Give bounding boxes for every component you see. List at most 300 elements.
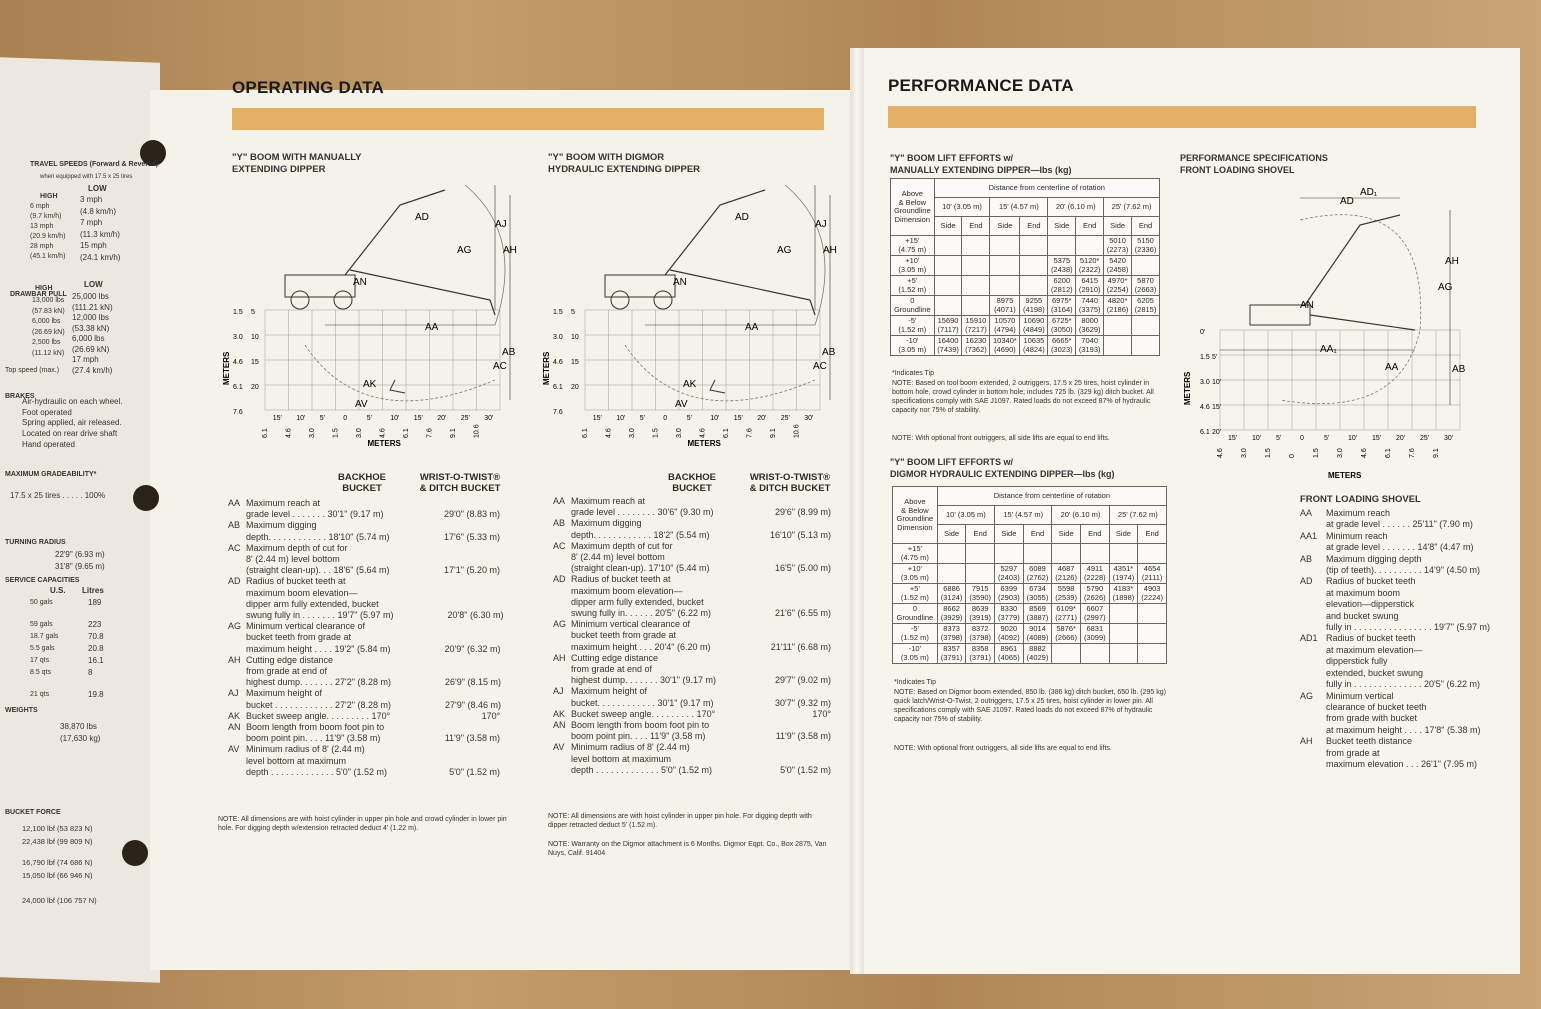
row-dimension: +15' (4.75 m): [891, 236, 935, 256]
header-bar: [888, 106, 1476, 128]
lift-value: 6734 (3055): [1023, 584, 1052, 604]
x-tick-m: 4.6: [285, 428, 293, 438]
x-tick-m: 4.6: [379, 428, 387, 438]
lift-value: [1076, 236, 1104, 256]
lift-value: [1132, 256, 1160, 276]
y-axis-label: METERS: [222, 351, 231, 385]
travel-high-value: (20.9 km/h): [30, 233, 66, 240]
dimension-label: AB: [822, 347, 836, 358]
spec-code: AG: [228, 621, 242, 632]
y-tick: 1.5: [233, 309, 243, 316]
spec-desc: Minimum vertical clearance of bucket teeth from grade with bucket at maximum height . . . . 17'8" (5.38 m): [1326, 690, 1481, 735]
drawbar-title: DRAWBAR PULL: [10, 291, 67, 298]
y-tick: 3.0: [553, 334, 563, 341]
spec-code: AJ: [228, 688, 239, 699]
spec-row: [228, 688, 500, 710]
lift-value: [1138, 644, 1167, 664]
x-tick: 25': [1420, 435, 1430, 442]
y-tick: 3.0: [233, 334, 243, 341]
fls-spec-row: [1300, 531, 1500, 554]
spec-value: 29'7" (9.02 m): [775, 675, 831, 686]
spec-value: 17'6" (5.33 m): [444, 531, 500, 542]
spec-code: AH: [228, 654, 241, 665]
dimension-label: AK: [683, 379, 697, 390]
lift-value: [966, 544, 995, 564]
lift-value: 4654 (2111): [1138, 564, 1167, 584]
x-tick: 10': [1252, 435, 1262, 442]
travel-low-value: (4.8 km/h): [80, 206, 117, 216]
y-tick: 3.0: [1200, 379, 1210, 386]
lift-value: 6665* (3023): [1048, 336, 1076, 356]
x-tick-m: 6.1: [1385, 448, 1392, 458]
spec-code: AA: [228, 498, 241, 508]
spec-desc: Maximum digging depth (tip of teeth). . . . . . . . . . 14'9" (4.50 m): [1326, 553, 1480, 576]
y-tick-m: 15: [571, 359, 579, 366]
distance-col: 10' (3.05 m): [937, 506, 994, 525]
lift-value: 9014 (4089): [1023, 624, 1052, 644]
fls-spec-row: [1300, 633, 1500, 690]
lift-value: 5876* (2666): [1052, 624, 1081, 644]
spec-desc: Maximum height of bucket . . . . . . . . . . . . 27'2" (8.28 m): [246, 688, 391, 710]
lift-value: 16230 (7362): [962, 336, 990, 356]
spec-row: [553, 742, 831, 776]
turning-radius-title: TURNING RADIUS: [5, 539, 66, 546]
y-tick-m: 5: [251, 309, 255, 316]
indicates-tip: *Indicates Tip: [892, 370, 935, 377]
fls-spec-row: [1300, 554, 1500, 577]
travel-high-value: (45.1 km/h): [30, 253, 66, 260]
low-header: LOW: [88, 184, 107, 193]
lift-value: [962, 276, 990, 296]
dimension-label: AB: [502, 347, 516, 358]
x-tick: 10': [616, 415, 626, 422]
spec-value: 20'8" (6.30 m): [447, 610, 504, 621]
wheel: [654, 291, 672, 309]
lift-value: [966, 564, 995, 584]
spec-value: 5'0" (1.52 m): [449, 766, 500, 777]
x-tick-m: 1.5: [652, 428, 660, 438]
lift-value: [990, 236, 1020, 256]
distance-header: Distance from centerline of rotation: [934, 179, 1159, 198]
spec-desc: Maximum reach at grade level . . . . . . 25'11" (7.90 m): [1326, 508, 1473, 530]
spec-desc: Radius of bucket teeth at maximum boom elevation— dipper arm fully extended, bucket swung fully in. . . . . . 20'5" (6.22 m): [571, 574, 711, 619]
bucket-force-value: 16,790 lbf (74 686 N): [22, 858, 93, 867]
distance-col: 25' (7.62 m): [1104, 198, 1160, 217]
y-tick: 4.6: [553, 359, 563, 366]
distance-col: 10' (3.05 m): [934, 198, 990, 217]
x-tick: 25': [460, 415, 470, 422]
wheel: [334, 291, 352, 309]
lift-value: [1080, 544, 1109, 564]
note-manual: NOTE: All dimensions are with hoist cylinder in upper pin hole and crowd cylinder in lower pin hole. For digging depth w/extension retracted deduct 4' (1.22 m).: [218, 816, 507, 832]
drawbar-high-value: 2,500 lbs: [32, 339, 61, 346]
drawbar-high-value: (11.12 kN): [32, 349, 65, 357]
x-tick: 10': [1348, 435, 1358, 442]
lift-value: 8358 (3791): [966, 644, 995, 664]
x-tick: 5': [639, 415, 645, 422]
lift-value: [1052, 544, 1081, 564]
lift-value: [1048, 236, 1076, 256]
travel-speeds-title: TRAVEL SPEEDS (Forward & Reverse): [30, 161, 159, 168]
row-dimension: +5' (1.52 m): [893, 584, 938, 604]
lift-table2-title: "Y" BOOM LIFT EFFORTS w/ DIGMOR HYDRAULIC EXTENDING DIPPER—lbs (kg): [890, 457, 1115, 479]
travel-low-value: 3 mph: [80, 195, 103, 204]
x-tick: 10': [296, 415, 306, 422]
spec-code: AA: [1300, 508, 1313, 518]
lift-value: 5375 (2438): [1048, 256, 1076, 276]
wheel: [611, 291, 629, 309]
side-end-header: End: [1023, 525, 1052, 544]
y-tick-ft: 10': [1212, 379, 1222, 386]
row-dimension: 0 Groundline: [893, 604, 938, 624]
manual-dipper-diagram: [222, 175, 525, 448]
x-tick: 15': [1228, 435, 1238, 442]
service-litres-value: 70.8: [88, 632, 104, 641]
travel-low-value: (11.3 km/h): [80, 229, 120, 239]
x-tick-m: 6.1: [582, 428, 589, 438]
lift-value: 4970* (2254): [1104, 276, 1132, 296]
travel-low-value: 7 mph: [80, 218, 103, 227]
travel-high-value: 6 mph: [30, 203, 50, 210]
boom: [1305, 215, 1415, 330]
spec-code: AB: [1300, 553, 1313, 564]
y-tick: 0': [1200, 329, 1206, 336]
lift-value: 15690 (7117): [934, 316, 962, 336]
spec-code: AH: [553, 652, 566, 663]
lift-value: 8882 (4029): [1023, 644, 1052, 664]
service-us-value: 59 gals: [30, 621, 53, 628]
spec-row: [228, 543, 500, 577]
spec-row: [553, 709, 831, 720]
spec-row: [553, 686, 831, 708]
brakes-line: Hand operated: [22, 439, 75, 449]
spec-row: [228, 520, 500, 542]
dimension-label: AG: [1438, 282, 1453, 293]
x-tick-m: 1.5: [1265, 448, 1272, 458]
lift-value: 4183* (1898): [1109, 584, 1138, 604]
x-tick: 5': [366, 415, 372, 422]
x-tick-m: 10.6: [793, 424, 801, 438]
x-tick-m: 9.1: [450, 428, 457, 438]
y-tick-m: 10: [251, 334, 259, 341]
x-tick: 20': [1396, 435, 1406, 442]
drawbar-high-value: 13,000 lbs: [32, 297, 65, 304]
spec-desc: Bucket sweep angle. . . . . . . . . 170°: [571, 708, 716, 719]
lift-value: 8372 (3798): [966, 624, 995, 644]
dimension-header: Above & Below Groundline Dimension: [893, 487, 938, 544]
spec-desc: Minimum radius of 8' (2.44 m) level bottom at maximum depth . . . . . . . . . . . . . 5'0" (1.52 m): [246, 744, 387, 777]
operating-data-heading: OPERATING DATA: [232, 78, 385, 97]
dimension-label: AA: [745, 322, 759, 333]
dimension-label: AG: [777, 245, 792, 256]
litres-header: Litres: [82, 586, 104, 595]
wrist-bucket-header: WRIST-O-TWIST® & DITCH BUCKET: [749, 472, 831, 494]
vehicle-body: [605, 275, 675, 297]
spec-code: AA1: [1300, 530, 1318, 541]
spec-code: AD1: [1300, 633, 1318, 644]
x-tick-m: 7.6: [746, 428, 754, 438]
lift-value: 8961 (4065): [995, 644, 1024, 664]
spec-row: [553, 653, 831, 687]
x-tick: 5': [1324, 435, 1330, 442]
spec-desc: Bucket sweep angle. . . . . . . . . 170°: [246, 710, 391, 721]
distance-header: Distance from centerline of rotation: [937, 487, 1166, 506]
dimension-label: AA: [1385, 362, 1399, 373]
brakes-line: Located on rear drive shaft: [22, 429, 118, 439]
distance-col: 20' (6.10 m): [1048, 198, 1104, 217]
lift-value: [934, 236, 962, 256]
lift-value: [1104, 336, 1132, 356]
brakes-line: Air-hydraulic on each wheel.: [22, 397, 123, 406]
front-loading-shovel-diagram: [1180, 180, 1480, 480]
distance-col: 20' (6.10 m): [1052, 506, 1109, 525]
high-header: HIGH: [35, 285, 53, 292]
turning-radius-value: 22'9" (6.93 m): [55, 550, 105, 559]
table-row: [893, 544, 1167, 564]
x-tick-m: 4.6: [605, 428, 613, 438]
x-axis-label: METERS: [367, 439, 401, 448]
dimension-label: AN: [673, 277, 687, 288]
dimension-label: AA₁: [1320, 344, 1337, 355]
side-end-header: Side: [1104, 217, 1132, 236]
x-tick-m: 9.1: [1433, 448, 1440, 458]
drawbar-high-value: (57.83 kN): [32, 307, 65, 315]
lift-value: 8357 (3791): [937, 644, 966, 664]
dimension-label: AD: [1340, 196, 1354, 207]
lift-value: 4351* (1974): [1109, 564, 1138, 584]
lift-value: 6975* (3164): [1048, 296, 1076, 316]
side-end-header: Side: [990, 217, 1020, 236]
travel-high-value: 13 mph: [30, 223, 54, 230]
spec-desc: Radius of bucket teeth at maximum elevation— dipperstick fully extended, bucket swung fully in . . . . . . . . . . . . . . 20'5" (6.22 m): [1326, 633, 1480, 690]
dimension-label: AA: [425, 322, 439, 333]
x-tick-m: 6.1: [723, 428, 730, 438]
x-tick: 30': [1444, 435, 1454, 442]
spec-row: [553, 518, 831, 540]
brakes-line: Spring applied, air released.: [22, 418, 122, 428]
x-axis-label: METERS: [687, 439, 721, 448]
high-header: HIGH: [40, 193, 58, 200]
bucket-force-title: BUCKET FORCE: [5, 809, 61, 816]
service-litres-value: 8: [88, 668, 93, 677]
lift-value: [1020, 236, 1048, 256]
note-table2-outriggers: NOTE: With optional front outriggers, all side lifts are equal to end lifts.: [894, 745, 1112, 752]
x-tick-m: 4.6: [1361, 448, 1368, 458]
dimension-label: AD₁: [1360, 187, 1378, 198]
weight-kg: (17,630 kg): [60, 734, 101, 743]
fls-spec-row: [1300, 691, 1500, 737]
side-end-header: End: [962, 217, 990, 236]
lift-value: 6607 (2997): [1080, 604, 1109, 624]
header-bar: [232, 108, 824, 130]
lift-value: [937, 544, 966, 564]
spec-value: 21'11" (6.68 m): [770, 641, 831, 652]
lift-value: 4687 (2126): [1052, 564, 1081, 584]
x-tick-m: 1.5: [1313, 448, 1320, 458]
dimension-label: AN: [1300, 300, 1314, 311]
dimension-label: AG: [457, 245, 472, 256]
spec-code: AH: [1300, 736, 1313, 747]
lift-value: 6886 (3124): [937, 584, 966, 604]
y-tick-m: 20: [251, 384, 259, 391]
spec-value: 20'9" (6.32 m): [444, 643, 501, 654]
note-table1: NOTE: Based on tool boom extended, 2 outriggers, 17.5 x 25 tires, hoist cylinder in bottom hole, crowd cylinder in bottom hole; includes 725 lb. (329 kg) ditch bucket. All specifications comply with SAE J1097. Rated loads do not exceed 87% of hydraulic capacity nor 75% of stability.: [892, 380, 1154, 414]
x-tick-m: 3.0: [356, 428, 363, 438]
note-table1-outriggers: NOTE: With optional front outriggers, all side lifts are equal to end lifts.: [892, 435, 1110, 442]
spec-desc: Minimum vertical clearance of bucket teeth from grade at maximum height . . . 20'4" (6.20 m): [571, 619, 711, 652]
table-row: [891, 336, 1160, 356]
y-tick-m: 20: [571, 384, 579, 391]
spec-desc: Radius of bucket teeth at maximum boom elevation—dipperstick and bucket swung fully in . . . . . . . . . . . . . . . . 19'7" (5.97 m): [1326, 576, 1490, 633]
x-tick: 25': [780, 415, 790, 422]
dimension-label: AV: [355, 399, 368, 410]
lift-value: 10690 (4849): [1020, 316, 1048, 336]
spec-desc: Maximum digging depth. . . . . . . . . . . . 18'2" (5.54 m): [571, 518, 710, 540]
table-row: [891, 276, 1160, 296]
spec-row: [228, 744, 500, 778]
row-dimension: +10' (3.05 m): [891, 256, 935, 276]
y-tick: 4.6: [1200, 404, 1210, 411]
side-end-header: End: [1020, 217, 1048, 236]
spec-desc: Boom length from boom foot pin to boom point pin. . . . 11'9" (3.58 m): [571, 720, 710, 742]
y-tick-m: 10: [571, 334, 579, 341]
side-end-header: End: [1138, 525, 1167, 544]
x-tick: 10': [390, 415, 400, 422]
lift-value: 6200 (2812): [1048, 276, 1076, 296]
lift-value: 10570 (4794): [990, 316, 1020, 336]
lift-value: [1080, 644, 1109, 664]
row-dimension: -10' (3.05 m): [893, 644, 938, 664]
service-us-value: 8.5 qts: [30, 669, 52, 676]
spec-code: AA: [553, 496, 566, 506]
y-tick: 6.1: [233, 384, 243, 391]
x-tick-m: 3.0: [309, 428, 316, 438]
top-speed-label: Top speed (max.): [5, 367, 60, 374]
turning-radius-value: 31'8" (9.65 m): [55, 562, 105, 571]
lift-efforts-table-manual: [890, 178, 1160, 356]
lift-value: [934, 256, 962, 276]
lift-value: 8000 (3629): [1076, 316, 1104, 336]
x-tick: 20': [757, 415, 767, 422]
wrist-bucket-header: WRIST-O-TWIST® & DITCH BUCKET: [419, 472, 501, 494]
x-tick: 5': [319, 415, 325, 422]
spec-value: 170°: [481, 710, 501, 721]
lift-value: [1138, 544, 1167, 564]
service-us-value: 21 qts: [30, 691, 50, 698]
lift-table1-title: "Y" BOOM LIFT EFFORTS w/ MANUALLY EXTENDING DIPPER—lbs (kg): [890, 153, 1072, 175]
boom: [345, 190, 495, 315]
fls-spec-list: [1300, 508, 1500, 770]
spec-desc: Maximum height of bucket. . . . . . . . . . . . 30'1" (9.17 m): [571, 686, 714, 708]
y-tick-m: 15: [251, 359, 259, 366]
x-tick: 15': [1372, 435, 1382, 442]
service-litres-value: 20.8: [88, 644, 104, 653]
lift-value: [1109, 604, 1138, 624]
us-header: U.S.: [50, 586, 66, 595]
side-end-header: End: [1076, 217, 1104, 236]
dimension-label: AN: [353, 277, 367, 288]
row-dimension: +10' (3.05 m): [893, 564, 938, 584]
lift-value: 6089 (2762): [1023, 564, 1052, 584]
spec-code: AG: [553, 619, 567, 630]
spec-row: [553, 496, 831, 518]
lift-value: 4903 (2224): [1138, 584, 1167, 604]
row-dimension: 0 Groundline: [891, 296, 935, 316]
note-table2: NOTE: Based on Digmor boom extended, 850 lb. (386 kg) ditch bucket, 650 lb. (295 kg) quick latch/Wrist-O-Twist, 2 outriggers, 17.5 x 25 tires, hoist cylinder in lower pin. All specifications comply with SAE J1097. Rated loads do not exceed 87% of hydraulic capacity nor 75% of stability.: [894, 689, 1166, 723]
service-us-value: 17 qts: [30, 657, 50, 664]
binder-hole: [133, 485, 159, 511]
drawbar-high-value: 6,000 lbs: [32, 318, 61, 325]
spec-value: 30'7" (9.32 m): [775, 697, 831, 708]
travel-high-value: (9.7 km/h): [30, 213, 62, 220]
y-tick: 7.6: [553, 409, 563, 416]
lift-value: 5150 (2336): [1132, 236, 1160, 256]
x-tick: 10': [710, 415, 720, 422]
dimension-label: AH: [1445, 256, 1459, 267]
lift-value: 5870 (2663): [1132, 276, 1160, 296]
perf-spec-title: PERFORMANCE SPECIFICATIONS FRONT LOADING SHOVEL: [1180, 153, 1328, 175]
dimension-label: AD: [415, 212, 429, 223]
lift-value: 6205 (2815): [1132, 296, 1160, 316]
spec-row: [228, 655, 500, 689]
spec-value: 29'0" (8.83 m): [444, 509, 500, 520]
lift-value: 8639 (3919): [966, 604, 995, 624]
spec-code: AK: [228, 710, 241, 721]
drawbar-low-value: 25,000 lbs: [72, 292, 109, 301]
lift-value: [962, 296, 990, 316]
spec-code: AC: [553, 540, 566, 551]
row-dimension: -5' (1.52 m): [893, 624, 938, 644]
bucket: [390, 380, 405, 393]
travel-low-value: 15 mph: [80, 241, 107, 250]
brakes-title: BRAKES: [5, 393, 35, 400]
lift-value: 8569 (3887): [1023, 604, 1052, 624]
x-tick: 20': [437, 415, 447, 422]
bucket: [710, 380, 725, 393]
x-tick-m: 7.6: [1409, 448, 1416, 458]
wheel: [291, 291, 309, 309]
y-tick: 7.6: [233, 409, 243, 416]
lift-value: 6415 (2910): [1076, 276, 1104, 296]
backhoe-bucket-header: BACKHOE BUCKET: [337, 472, 387, 494]
spec-value: 21'6" (6.55 m): [775, 608, 831, 619]
spec-value: 170°: [812, 708, 831, 719]
x-tick-m: 6.1: [403, 428, 410, 438]
lift-value: [1104, 316, 1132, 336]
y-tick: 4.6: [233, 359, 243, 366]
binder-hole: [122, 840, 148, 866]
boom: [665, 190, 815, 315]
service-us-value: 5.5 gals: [30, 645, 55, 652]
service-us-value: 18.7 gals: [30, 633, 59, 640]
table-row: [891, 296, 1160, 316]
spec-code: AK: [553, 708, 566, 719]
y-tick-m: 5: [571, 309, 575, 316]
lift-value: 8975 (4071): [990, 296, 1020, 316]
spec-value: 5'0" (1.52 m): [780, 764, 831, 775]
spec-desc: Maximum digging depth. . . . . . . . . . . . 18'10" (5.74 m): [246, 520, 390, 542]
spec-row: [228, 498, 500, 520]
lift-value: 6725* (3050): [1048, 316, 1076, 336]
side-end-header: Side: [995, 525, 1024, 544]
lift-value: 5598 (2539): [1052, 584, 1081, 604]
lift-value: 8662 (3929): [937, 604, 966, 624]
dimension-label: AH: [503, 245, 517, 256]
table-row: [893, 564, 1167, 584]
service-litres-value: 19.8: [88, 690, 104, 699]
fls-title: FRONT LOADING SHOVEL: [1300, 494, 1421, 505]
spec-value: 16'10" (5.13 m): [770, 529, 831, 540]
